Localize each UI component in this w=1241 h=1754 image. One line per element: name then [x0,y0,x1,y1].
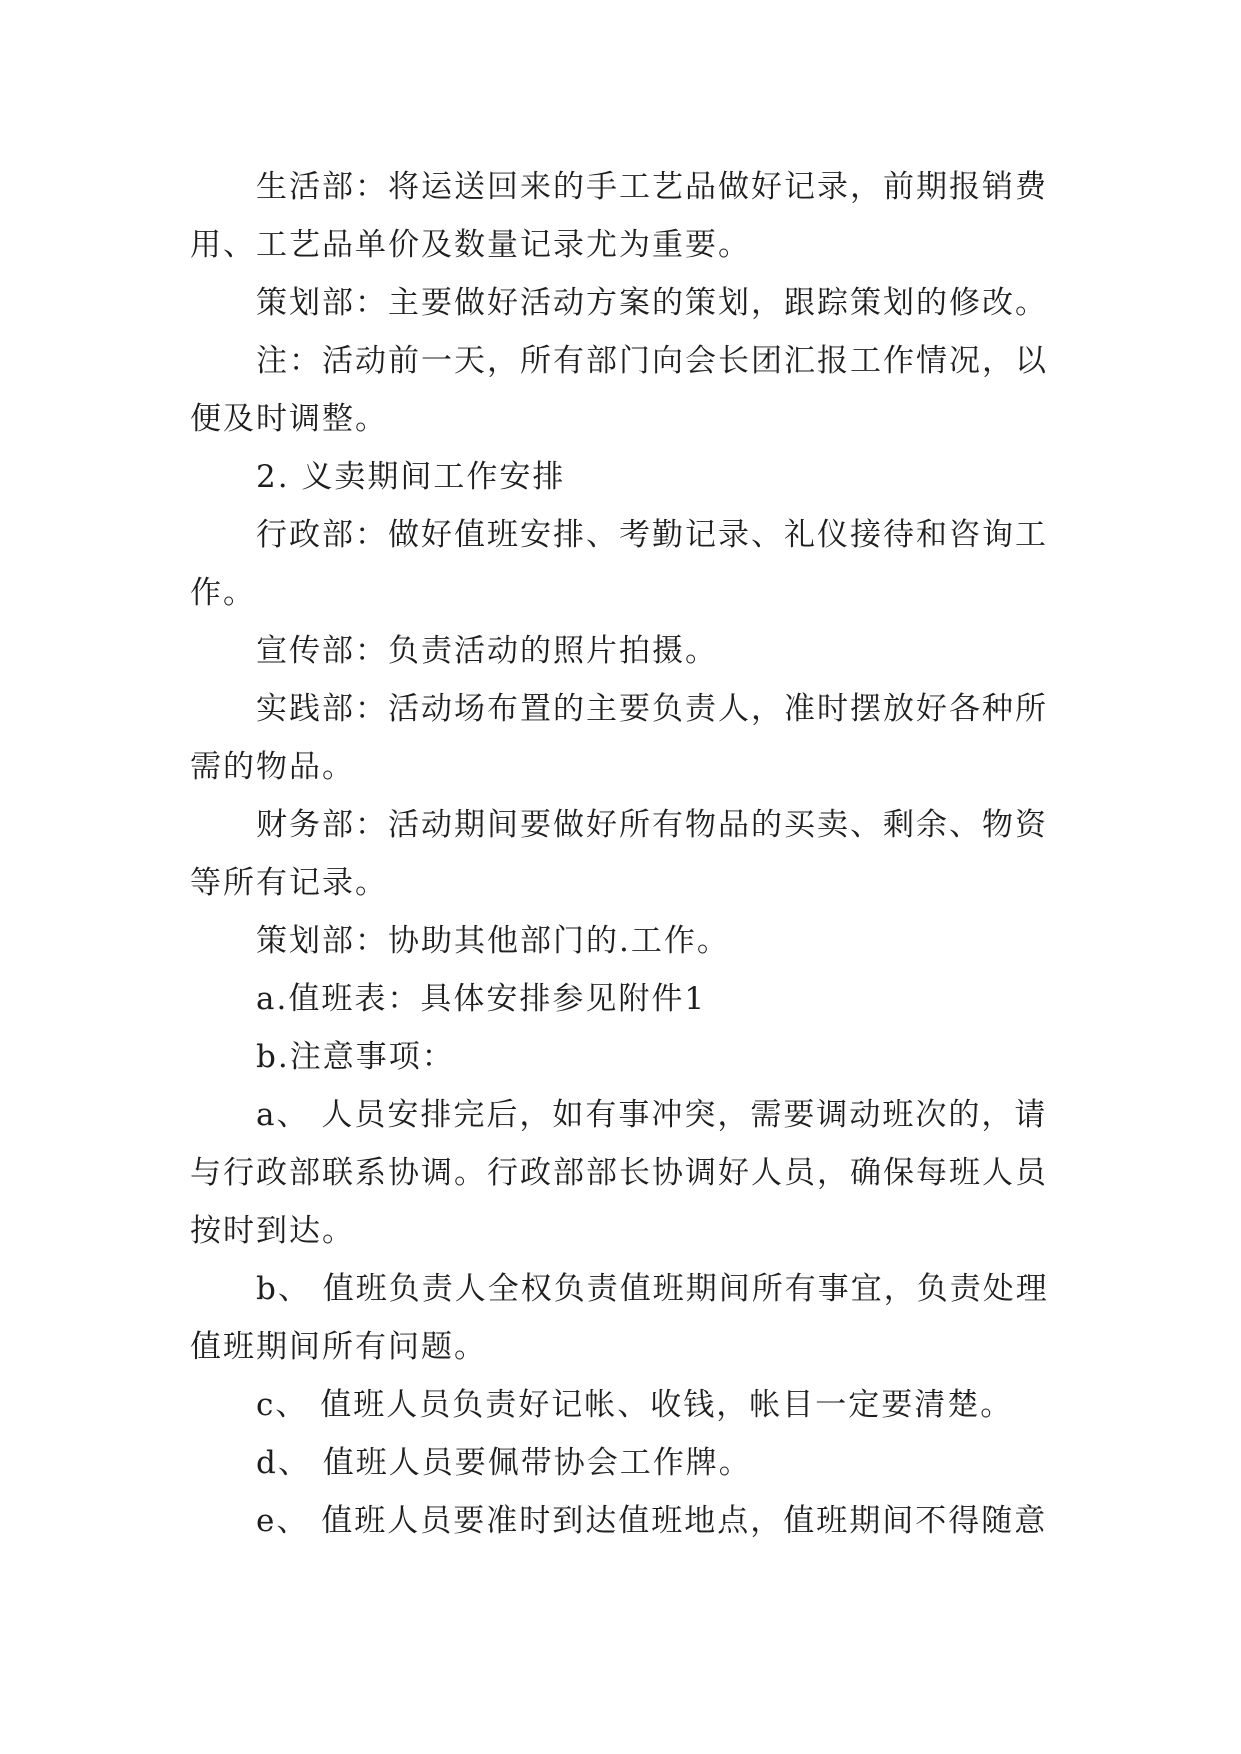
paragraph-planning-dept: 策划部：主要做好活动方案的策划，跟踪策划的修改。 [256,285,1048,321]
paragraph-note: 注：活动前一天，所有部门向会长团汇报工作情况，以便及时调整。 [190,343,1048,437]
paragraph-publicity-dept: 宣传部：负责活动的照片拍摄。 [256,633,718,669]
document-body [190,158,1050,1550]
paragraph-duty-table: a.值班表：具体安排参见附件1 [256,981,707,1017]
list-item-a: a、 人员安排完后，如有事冲突，需要调动班次的，请与行政部联系协调。行政部部长协调好人员，确保每班人员按时到达。 [190,1097,1048,1249]
section-heading: 2. 义卖期间工作安排 [256,459,566,495]
list-item-c: c、 值班人员负责好记帐、收钱，帐目一定要清楚。 [256,1387,1014,1423]
paragraph-admin-dept: 行政部：做好值班安排、考勤记录、礼仪接待和咨询工作。 [190,517,1048,611]
paragraph-practice-dept: 实践部：活动场布置的主要负责人，准时摆放好各种所需的物品。 [190,691,1048,785]
list-item-d: d、 值班人员要佩带协会工作牌。 [256,1445,752,1481]
list-item-e: e、 值班人员要准时到达值班地点，值班期间不得随意 [256,1503,1048,1539]
paragraph-notes-heading: b.注意事项： [256,1039,455,1075]
paragraph-finance-dept: 财务部：活动期间要做好所有物品的买卖、剩余、物资等所有记录。 [190,807,1048,901]
list-item-b: b、 值班负责人全权负责值班期间所有事宜，负责处理值班期间所有问题。 [190,1271,1049,1365]
paragraph-planning-assist: 策划部：协助其他部门的.工作。 [256,923,730,959]
paragraph-life-dept: 生活部：将运送回来的手工艺品做好记录，前期报销费用、工艺品单价及数量记录尤为重要。 [190,169,1048,263]
